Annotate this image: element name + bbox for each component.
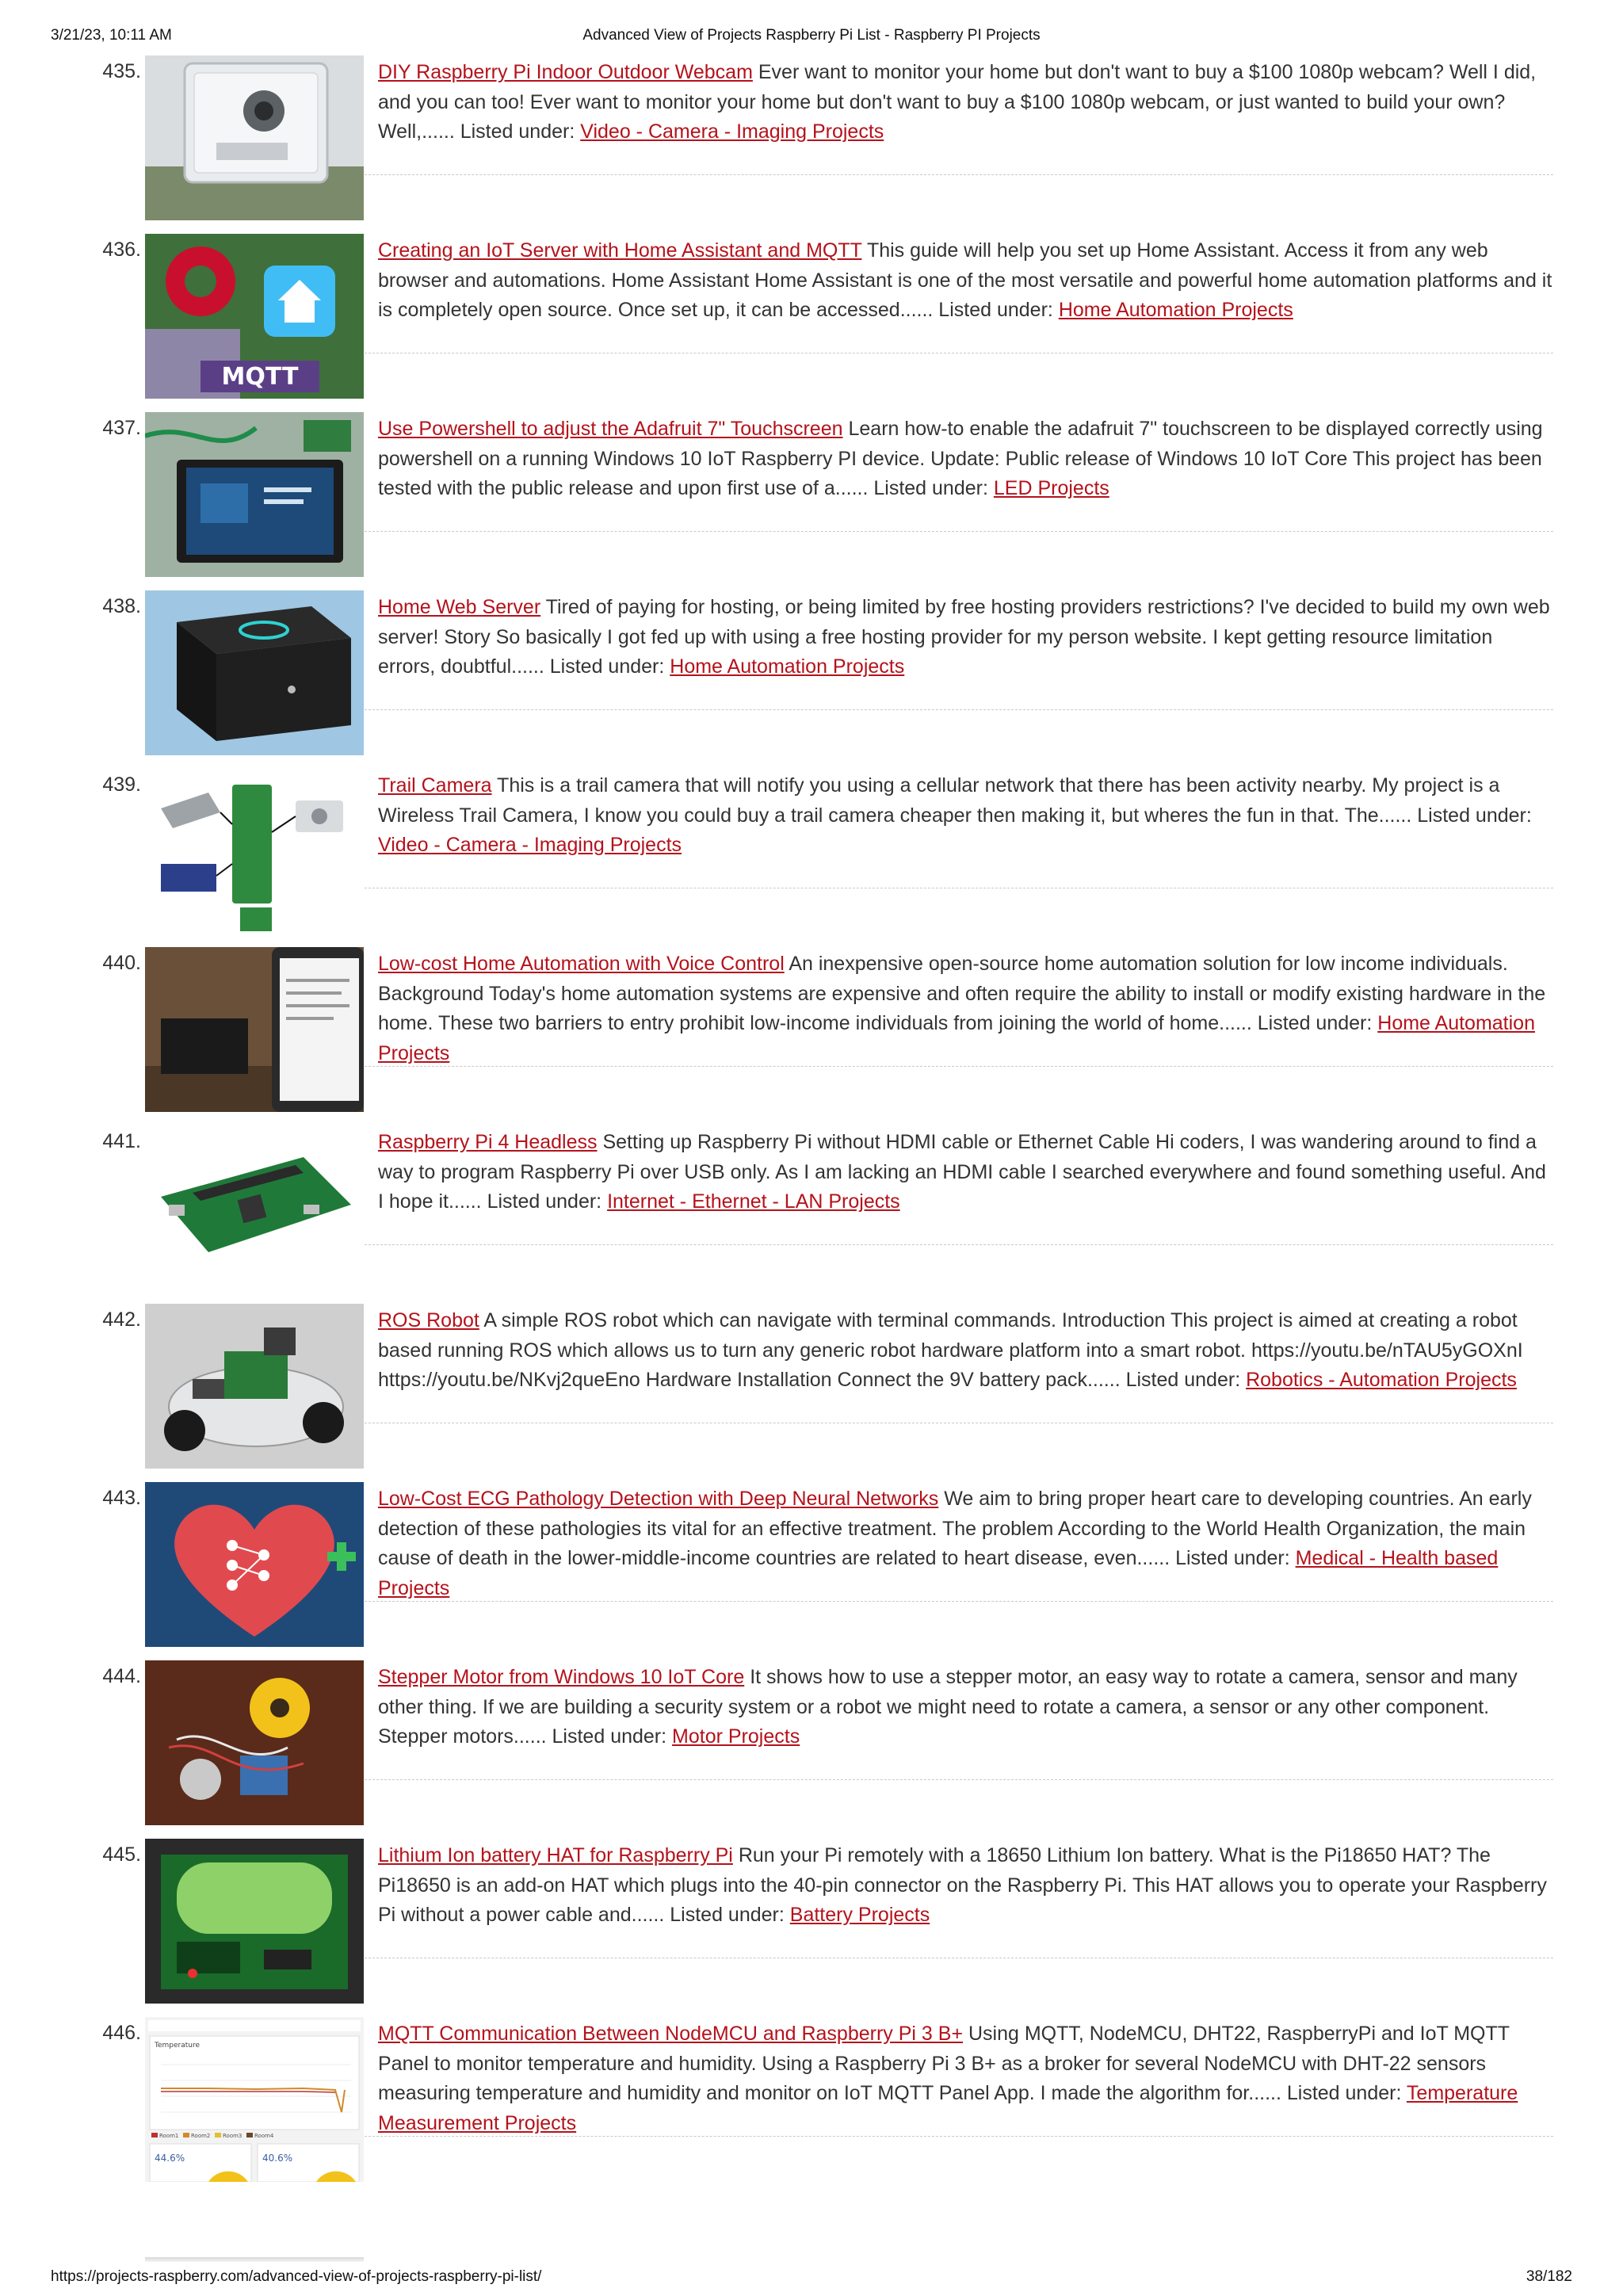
project-title-link[interactable]: Low-cost Home Automation with Voice Control — [378, 953, 785, 975]
webcam-enclosure-image[interactable] — [145, 55, 364, 220]
thumbnail-graphic — [145, 590, 364, 755]
thumbnail-graphic — [145, 947, 364, 1112]
item-body — [378, 58, 1555, 147]
svg-text:Temperature: Temperature — [155, 2042, 200, 2050]
svg-text:Room3: Room3 — [223, 2133, 242, 2139]
project-description: Learn how-to enable the adafruit 7" touchscreen to be displayed correctly using powershell on a running Windows 10 IoT Raspberry PI device. Update: Public release of Windows 10 IoT Core This project has been tested with the public release and upon first use of a...... Listed under: — [378, 418, 1543, 499]
print-footer — [51, 2268, 1572, 2289]
category-link[interactable]: Battery Projects — [789, 1904, 930, 1926]
thumbnail-graphic — [145, 1304, 364, 1469]
project-title-link[interactable]: Use Powershell to adjust the Adafruit 7" Touchscreen — [378, 418, 843, 440]
project-title-link[interactable]: MQTT Communication Between NodeMCU and Raspberry Pi 3 B+ — [378, 2023, 964, 2045]
item-number: 441. — [102, 1130, 141, 1152]
project-description: Run your Pi remotely with a 18650 Lithium Ion battery. What is the Pi18650 HAT? The Pi18650 is an add-on HAT which plugs into the 40-pin connector on the Raspberry Pi. This HAT allows you to operate your Raspberry Pi without a power cable and...... Listed under: — [378, 1844, 1547, 1926]
category-link[interactable]: Medical - Health based Projects — [378, 1547, 1499, 1599]
touchscreen-image[interactable] — [145, 412, 364, 577]
item-number: 445. — [102, 1843, 141, 1866]
thumbnail-graphic — [145, 1125, 364, 1290]
item-body — [378, 1841, 1555, 1931]
thumbnail-graphic — [145, 412, 364, 577]
project-title-link[interactable]: Low-Cost ECG Pathology Detection with Deep Neural Networks — [378, 1488, 939, 1510]
item-body — [378, 949, 1555, 1068]
thumbnail-graphic — [145, 1482, 364, 1647]
print-url: https://projects-raspberry.com/advanced-view-of-projects-raspberry-pi-list/ — [51, 2268, 542, 2285]
thumbnail-graphic — [145, 1660, 364, 1825]
list-item — [0, 1839, 1623, 2017]
item-number: 443. — [102, 1487, 141, 1509]
item-separator — [365, 1244, 1553, 1245]
project-title-link[interactable]: Creating an IoT Server with Home Assistant and MQTT — [378, 239, 862, 262]
item-body — [378, 1663, 1555, 1752]
project-description: It shows how to use a stepper motor, an easy way to rotate a camera, sensor and many other thing. If we are building a security system or a robot we might need to rotate a camera, a sensor or any other component. Stepper motors...... Listed under: — [378, 1666, 1518, 1748]
item-separator — [365, 1601, 1553, 1602]
thumbnail-graphic — [145, 234, 364, 399]
print-header — [51, 27, 1572, 48]
item-separator — [365, 531, 1553, 532]
thumbnail-graphic — [145, 2017, 364, 2182]
item-number: 435. — [102, 60, 141, 82]
server-box-image[interactable] — [145, 590, 364, 755]
print-page-title: Advanced View of Projects Raspberry Pi List - Raspberry PI Projects — [582, 27, 1041, 44]
category-link[interactable]: Robotics - Automation Projects — [1246, 1369, 1517, 1391]
category-link[interactable]: Home Automation Projects — [1058, 299, 1293, 321]
item-body — [378, 1128, 1555, 1217]
item-body — [378, 771, 1555, 861]
project-description: Setting up Raspberry Pi without HDMI cable or Ethernet Cable Hi coders, I was wandering around to find a way to program Raspberry Pi over USB only. As I am lacking an HDMI cable I searched everywhere and found something useful. And I hope it...... Listed under: — [378, 1131, 1546, 1213]
project-description: This guide will help you set up Home Assistant. Access it from any web browser and automations. Home Assistant Home Assistant is one of the most versatile and powerful home automation platforms and it is completely open source. Once set up, it can be accessed...... Listed under: — [378, 239, 1552, 321]
item-number: 438. — [102, 595, 141, 617]
project-title-link[interactable]: Lithium Ion battery HAT for Raspberry Pi — [378, 1844, 733, 1866]
list-item — [0, 947, 1623, 1125]
project-title-link[interactable]: Home Web Server — [378, 596, 541, 618]
item-body — [378, 2019, 1555, 2138]
list-item — [0, 55, 1623, 234]
project-title-link[interactable]: ROS Robot — [378, 1309, 479, 1331]
category-link[interactable]: Temperature Measurement Projects — [378, 2082, 1518, 2134]
item-body — [378, 236, 1555, 326]
category-link[interactable]: Home Automation Projects — [378, 1012, 1535, 1064]
page-number: 38/182 — [1526, 2268, 1572, 2285]
list-item — [0, 1125, 1623, 1304]
list-item — [0, 2017, 1623, 2195]
item-number: 446. — [102, 2022, 141, 2044]
project-description: Tired of paying for hosting, or being limited by free hosting providers restrictions? I've decided to build my own web server! Story So basically I got fed up with using a free hosting provider for my person website. I kept getting resource limitation errors, doubtful...... Listed under: — [378, 596, 1550, 678]
svg-text:44.6%: 44.6% — [155, 2153, 185, 2164]
thumbnail-graphic — [145, 769, 364, 934]
item-separator — [365, 174, 1553, 175]
category-link[interactable]: Motor Projects — [672, 1725, 800, 1748]
project-title-link[interactable]: Trail Camera — [378, 774, 492, 797]
svg-text:Room1: Room1 — [159, 2133, 179, 2139]
project-title-link[interactable]: Stepper Motor from Windows 10 IoT Core — [378, 1666, 745, 1688]
project-title-link[interactable]: DIY Raspberry Pi Indoor Outdoor Webcam — [378, 61, 753, 83]
print-datetime: 3/21/23, 10:11 AM — [51, 27, 172, 44]
robot-chassis-image[interactable] — [145, 1304, 364, 1469]
item-separator — [365, 2136, 1553, 2137]
list-item — [0, 1482, 1623, 1660]
category-link[interactable]: Internet - Ethernet - LAN Projects — [607, 1190, 900, 1213]
category-link[interactable]: Video - Camera - Imaging Projects — [378, 834, 682, 856]
list-item — [0, 234, 1623, 412]
battery-hat-image[interactable] — [145, 1839, 364, 2004]
item-number: 437. — [102, 417, 141, 439]
item-number: 442. — [102, 1308, 141, 1331]
item-number: 444. — [102, 1665, 141, 1687]
item-body — [378, 593, 1555, 682]
svg-text:40.6%: 40.6% — [262, 2153, 293, 2164]
project-description: A simple ROS robot which can navigate with terminal commands. Introduction This project is aimed at creating a robot based running ROS which allows us to turn any generic robot hardware platform into a smart robot. https://youtu.be/nTAU5yGOXnI https://youtu.be/NKvj2queEno Hardware Installation Connect the 9V battery pack...... Listed under: — [378, 1309, 1523, 1391]
list-item — [0, 412, 1623, 590]
item-number: 439. — [102, 774, 141, 796]
project-title-link[interactable]: Raspberry Pi 4 Headless — [378, 1131, 598, 1153]
thumbnail-graphic — [145, 55, 364, 220]
item-body — [378, 1484, 1555, 1603]
project-description: We aim to bring proper heart care to developing countries. An early detection of these pathologies its vital for an effective treatment. The problem According to the World Health Organization, the main cause of death in the lower-middle-income countries are related to heart disease, even...... Listed under: — [378, 1488, 1532, 1569]
project-description: Using MQTT, NodeMCU, DHT22, RaspberryPi and IoT MQTT Panel to monitor temperature and humidity. Using a Raspberry Pi 3 B+ as a broker for several NodeMCU with DHT-22 sensors measuring temperature and humidity and monitor on IoT MQTT Panel App. I made the algorithm for...... Listed under: — [378, 2023, 1510, 2104]
stepper-motor-image[interactable] — [145, 1660, 364, 1825]
list-item — [0, 1660, 1623, 1839]
svg-text:Room4: Room4 — [254, 2133, 274, 2139]
project-description: An inexpensive open-source home automation solution for low income individuals. Background Today's home automation systems are expensive and often require the ability to install or modify existing hardware in the home. These two barriers to entry prohibit low-income individuals from joining the world of home...... Listed under: — [378, 953, 1546, 1034]
voice-control-phone-image[interactable] — [145, 947, 364, 1112]
heart-neural-network-image[interactable] — [145, 1482, 364, 1647]
item-body — [378, 415, 1555, 504]
list-item — [0, 1304, 1623, 1482]
item-separator — [365, 1779, 1553, 1780]
category-link[interactable]: Video - Camera - Imaging Projects — [580, 120, 884, 143]
category-link[interactable]: Home Automation Projects — [670, 655, 905, 678]
home-assistant-mqtt-image[interactable] — [145, 234, 364, 399]
list-item — [0, 590, 1623, 769]
item-separator — [365, 1066, 1553, 1067]
list-item — [0, 769, 1623, 947]
category-link[interactable]: LED Projects — [993, 477, 1109, 499]
trail-camera-components-image[interactable] — [145, 769, 364, 934]
mqtt-dashboard-image[interactable] — [145, 2017, 364, 2182]
thumbnail-graphic — [145, 1839, 364, 2004]
item-number: 436. — [102, 239, 141, 261]
svg-text:Room2: Room2 — [191, 2133, 211, 2139]
item-body — [378, 1306, 1555, 1396]
project-description: Ever want to monitor your home but don't want to buy a $100 1080p webcam? Well I did, and you can too! Ever want to monitor your home but don't want to buy a $100 1080p webcam, or just wanted to build your own? Well,...... Listed under: — [378, 61, 1537, 143]
mqtt-logo-text: MQTT — [221, 363, 299, 391]
item-separator — [365, 709, 1553, 710]
pi-zero-board-image[interactable] — [145, 1125, 364, 1290]
next-thumbnail-edge — [145, 2257, 364, 2262]
item-number: 440. — [102, 952, 141, 974]
project-description: This is a trail camera that will notify you using a cellular network that there has been activity nearby. My project is a Wireless Trail Camera, I know you could buy a trail camera cheaper then making it, but wheres the fun in that. The...... Listed under: — [378, 774, 1532, 827]
